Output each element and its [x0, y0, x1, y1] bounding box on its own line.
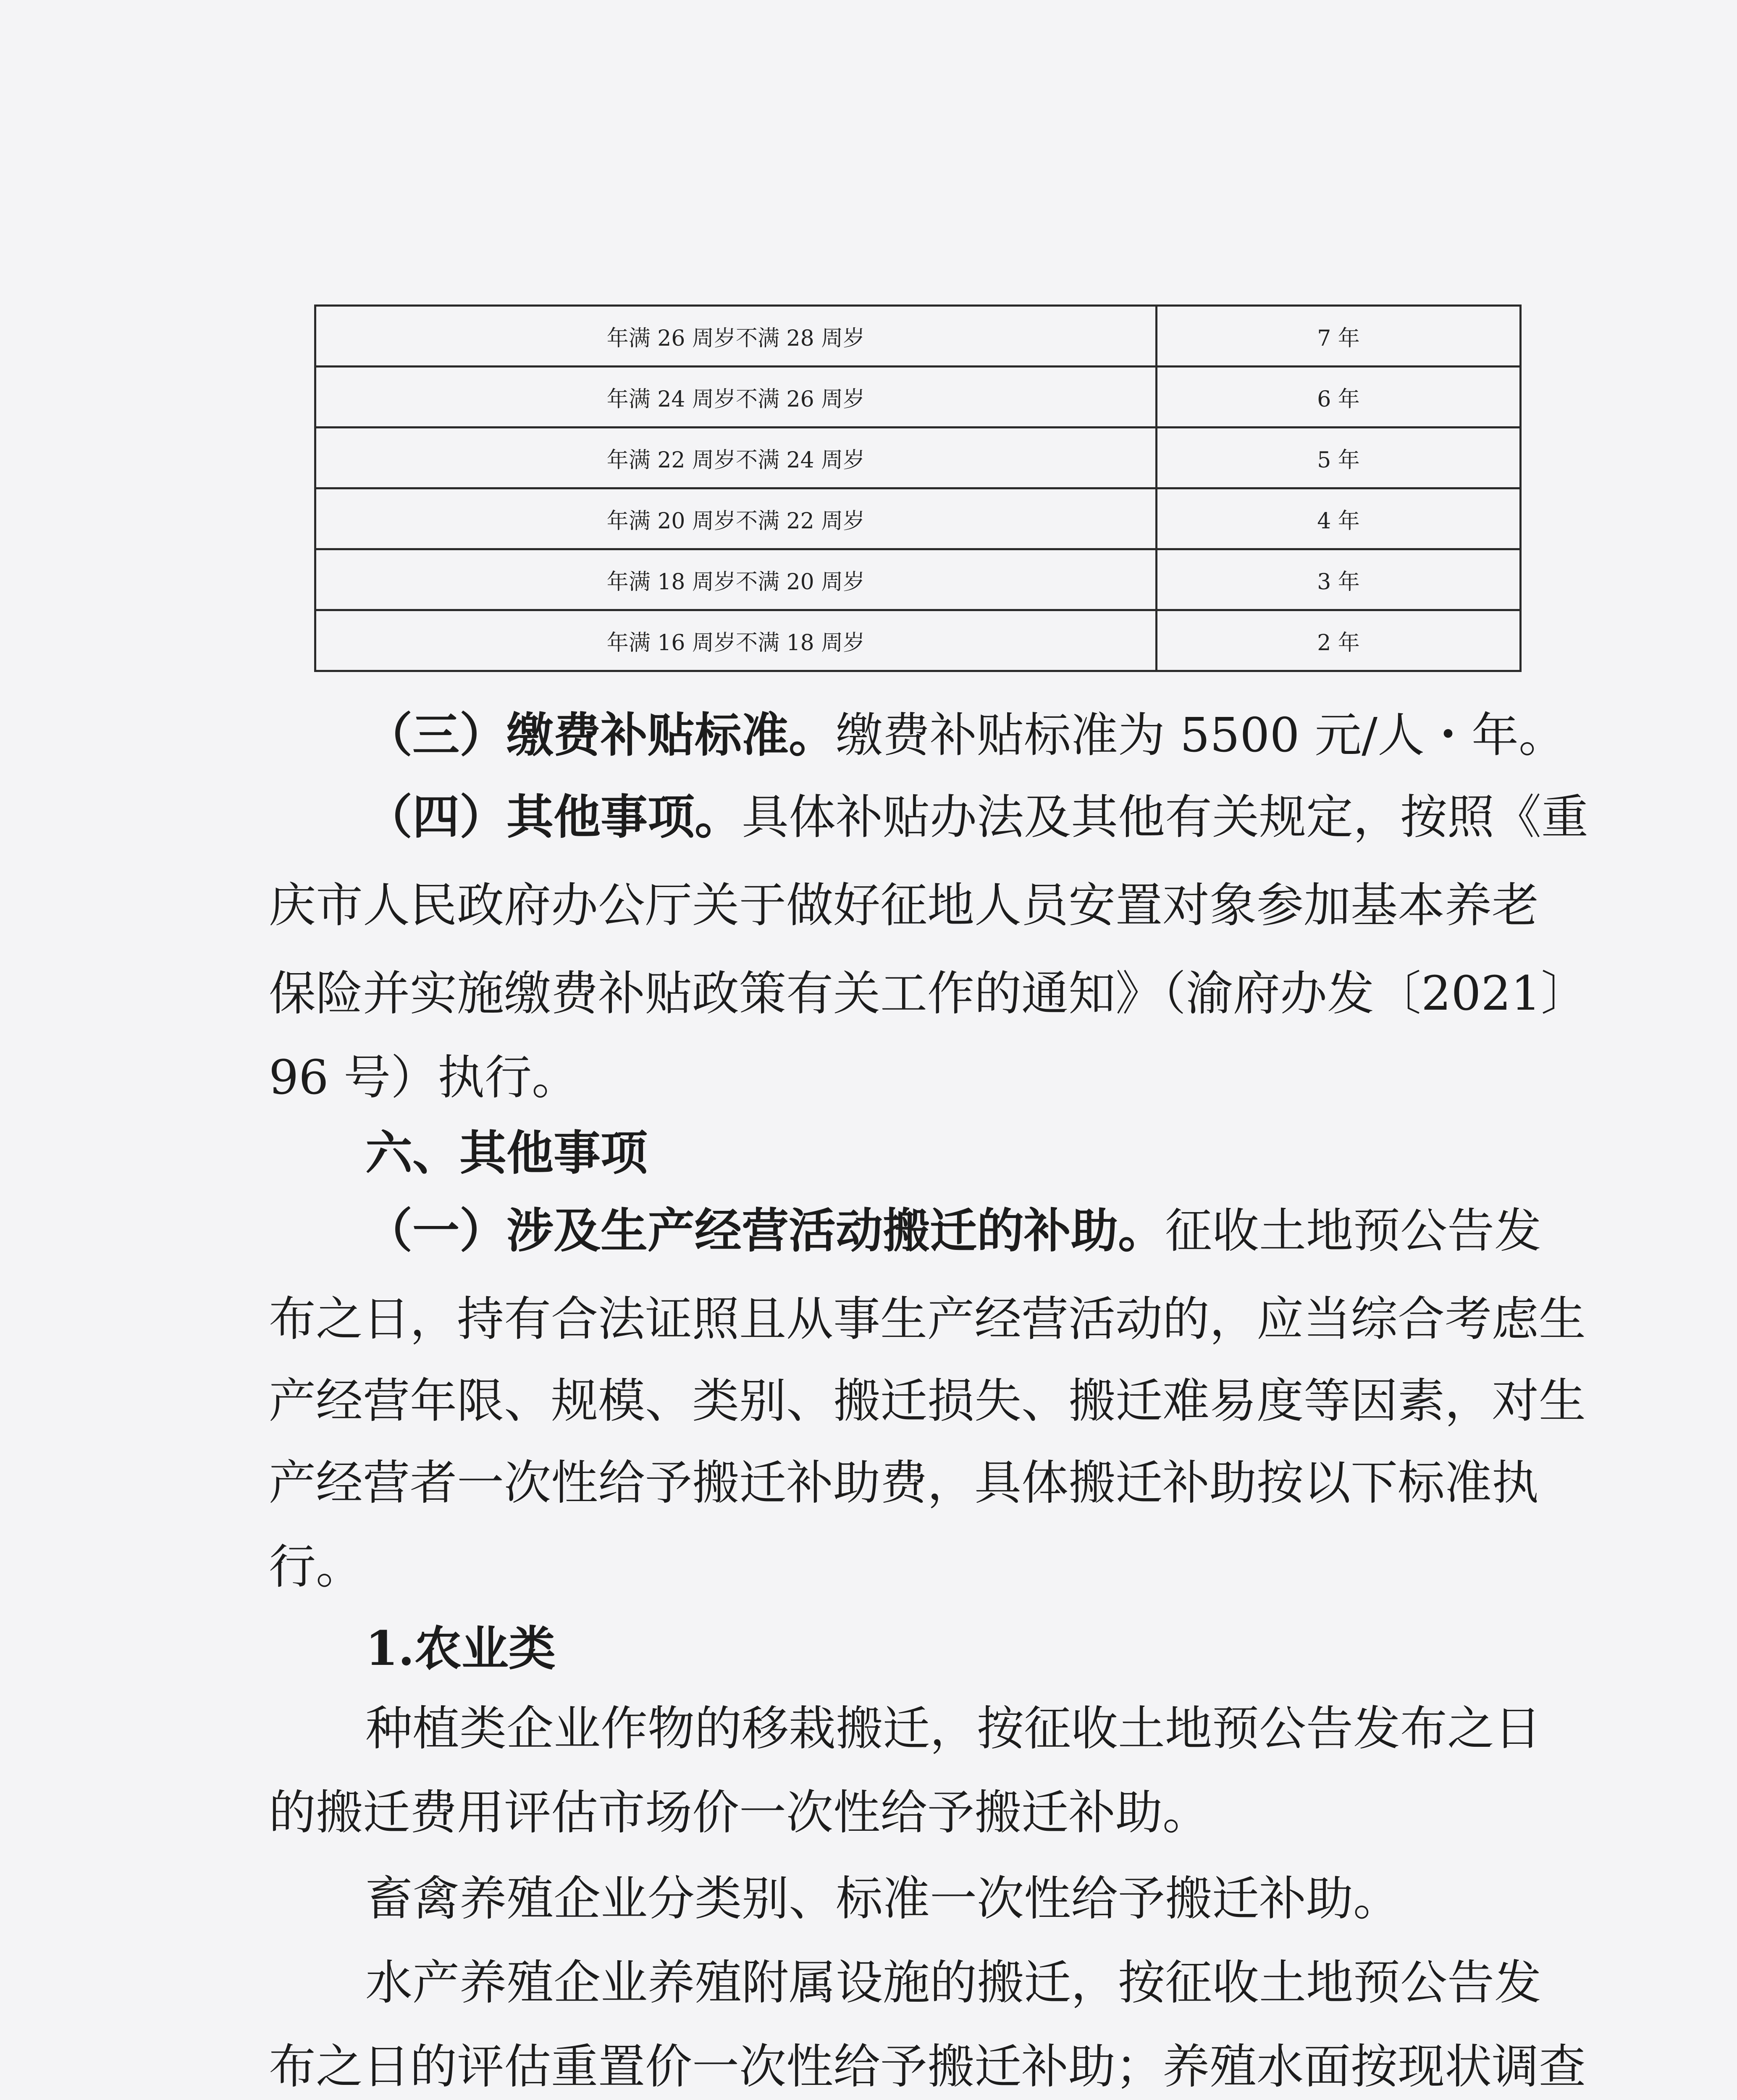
paragraph-line: 行。: [269, 1540, 363, 1594]
paragraph-line: 布之日，持有合法证照且从事生产经营活动的，应当综合考虑生: [269, 1292, 1586, 1347]
paragraph-heading: （一）涉及生产经营活动搬迁的补助。: [365, 1203, 1165, 1258]
table-row: [315, 610, 1521, 671]
table-row: [315, 488, 1521, 549]
age-range-cell: 年满 26 周岁不满 28 周岁: [315, 306, 1157, 367]
subsection-heading: 1.农业类: [365, 1621, 556, 1676]
paragraph-other-matters-line: [365, 790, 1588, 845]
paragraph-text: 具体补贴办法及其他有关规定，按照《重: [742, 790, 1588, 845]
years-cell: 5 年: [1157, 428, 1521, 488]
paragraph-heading: （三）缴费补贴标准。: [365, 708, 836, 763]
paragraph-line: 保险并实施缴费补贴政策有关工作的通知》（渝府办发〔2021〕: [269, 966, 1588, 1021]
years-cell: 3 年: [1157, 549, 1521, 610]
table-row: [315, 367, 1521, 428]
section-heading: 六、其他事项: [365, 1126, 648, 1181]
paragraph-line: 产经营者一次性给予搬迁补助费，具体搬迁补助按以下标准执: [269, 1456, 1539, 1510]
age-range-cell: 年满 18 周岁不满 20 周岁: [315, 549, 1157, 610]
paragraph-line: 产经营年限、规模、类别、搬迁损失、搬迁难易度等因素，对生: [269, 1374, 1586, 1428]
paragraph-line: 的搬迁费用评估市场价一次性给予搬迁补助。: [269, 1785, 1210, 1840]
age-range-cell: 年满 20 周岁不满 22 周岁: [315, 488, 1157, 549]
paragraph-line: 畜禽养殖企业分类别、标准一次性给予搬迁补助。: [365, 1872, 1400, 1926]
paragraph-text: 缴费补贴标准为 5500 元/人・年。: [836, 708, 1566, 763]
paragraph-line: 布之日的评估重置价一次性给予搬迁补助；养殖水面按现状调查: [269, 2040, 1586, 2094]
years-cell: 4 年: [1157, 488, 1521, 549]
paragraph-line: 庆市人民政府办公厅关于做好征地人员安置对象参加基本养老: [269, 878, 1539, 933]
paragraph-text: 征收土地预公告发: [1165, 1204, 1541, 1258]
paragraph-heading: （四）其他事项。: [365, 790, 742, 845]
years-cell: 6 年: [1157, 367, 1521, 428]
table-row: [315, 428, 1521, 488]
age-range-cell: 年满 16 周岁不满 18 周岁: [315, 610, 1157, 671]
age-range-cell: 年满 24 周岁不满 26 周岁: [315, 367, 1157, 428]
paragraph-contribution-standard: [365, 708, 1566, 763]
years-cell: 2 年: [1157, 610, 1521, 671]
age-range-cell: 年满 22 周岁不满 24 周岁: [315, 428, 1157, 488]
years-cell: 7 年: [1157, 306, 1521, 367]
paragraph-relocation-subsidy-line: [365, 1203, 1541, 1258]
table-row: [315, 549, 1521, 610]
table-row: [315, 306, 1521, 367]
paragraph-line: 种植类企业作物的移栽搬迁，按征收土地预公告发布之日: [365, 1701, 1541, 1756]
age-years-table: [314, 304, 1522, 672]
paragraph-line: 水产养殖企业养殖附属设施的搬迁，按征收土地预公告发: [365, 1956, 1541, 2010]
paragraph-line: 96 号）执行。: [269, 1050, 579, 1105]
